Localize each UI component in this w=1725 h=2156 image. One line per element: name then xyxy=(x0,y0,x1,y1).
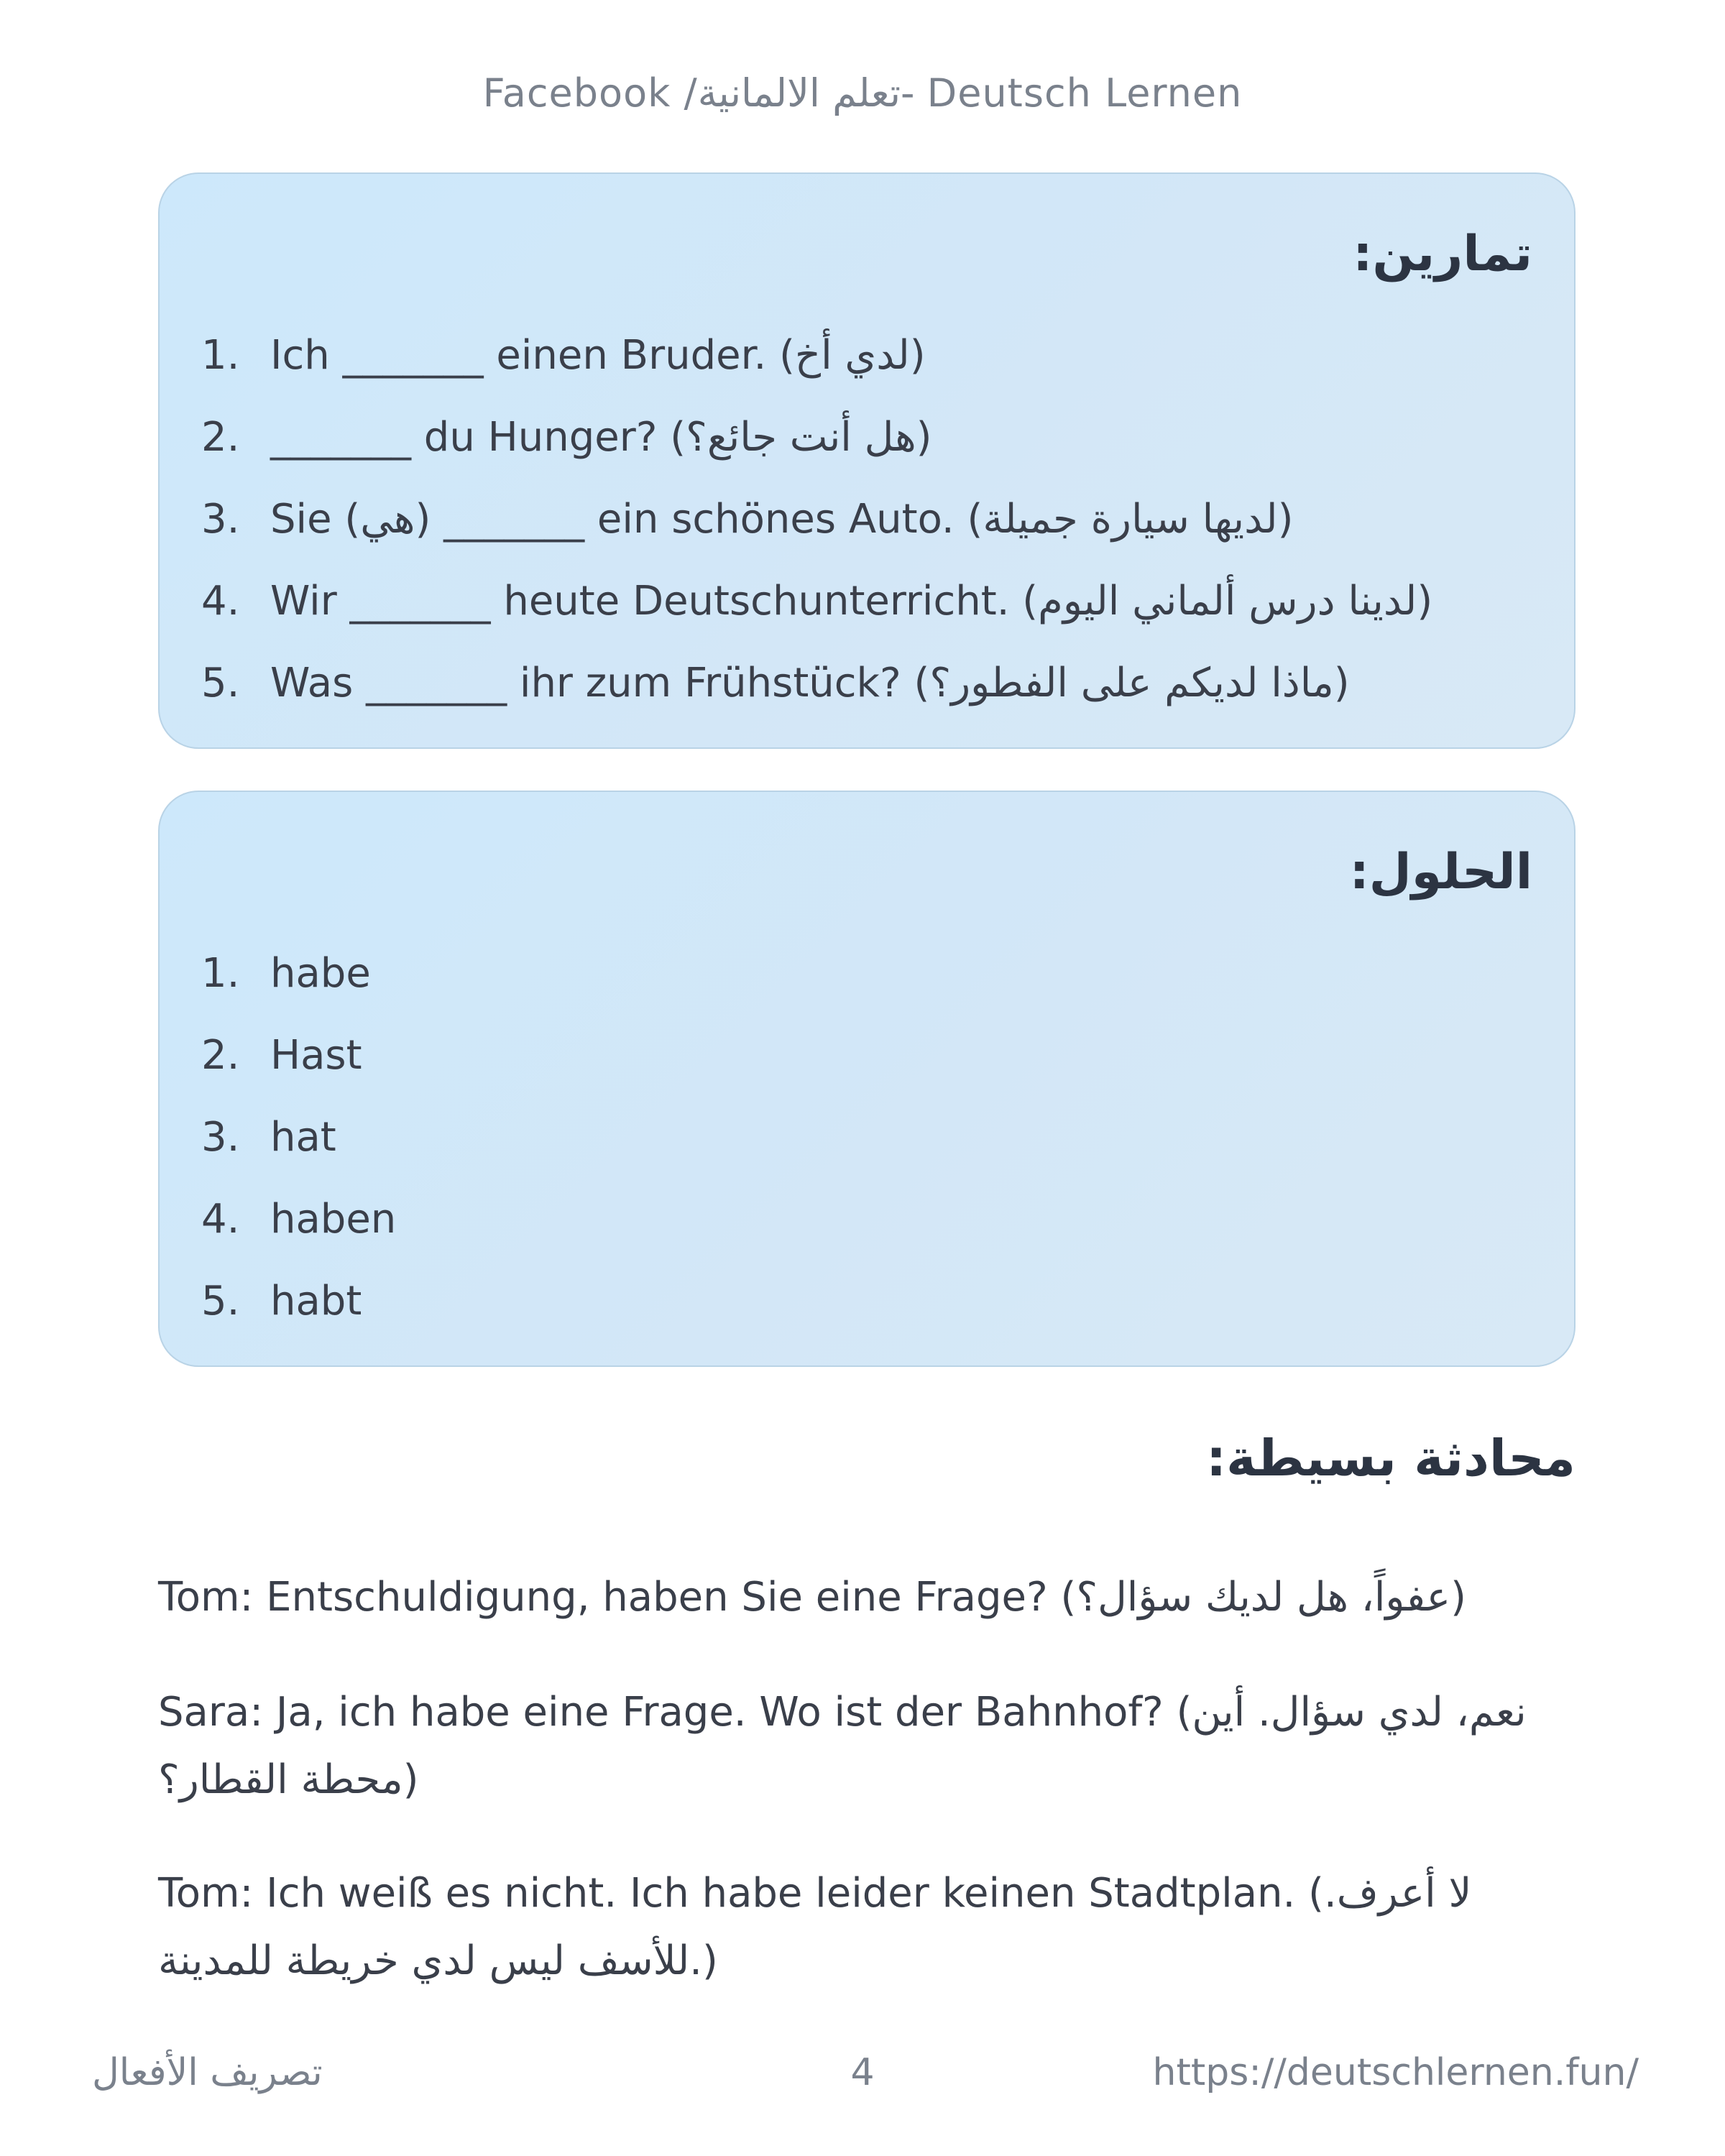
solutions-title: الحلول: xyxy=(1349,844,1532,900)
page-number: 4 xyxy=(850,2051,875,2094)
solution-text: haben xyxy=(270,1196,397,1243)
solution-item xyxy=(201,1097,1532,1179)
solution-number: 5. xyxy=(201,1278,240,1325)
exercise-number: 5. xyxy=(201,660,240,706)
footer-url-link[interactable]: https://deutschlernen.fun/ xyxy=(1152,2051,1639,2094)
exercise-text: Wir _______ heute Deutschunterricht. (لدينا درس ألماني اليوم) xyxy=(270,578,1433,625)
exercises-card xyxy=(158,172,1576,749)
solution-number: 3. xyxy=(201,1114,240,1161)
solution-item xyxy=(201,1261,1532,1342)
solutions-card xyxy=(158,791,1576,1367)
exercises-title: تمارين: xyxy=(1353,226,1532,282)
exercise-number: 2. xyxy=(201,414,240,461)
solution-text: habt xyxy=(270,1278,362,1325)
solution-item xyxy=(201,933,1532,1015)
exercise-text: _______ du Hunger? (هل أنت جائع؟) xyxy=(270,414,932,461)
dialogue-line: Sara: Ja, ich habe eine Frage. Wo ist der Bahnhof? (نعم، لدي سؤال. أين محطة القطار؟) xyxy=(158,1689,1527,1803)
exercise-item xyxy=(201,642,1532,724)
exercise-text: Was _______ ihr zum Frühstück? (ماذا لديكم على الفطور؟) xyxy=(270,660,1350,706)
solution-text: hat xyxy=(270,1114,336,1161)
solution-item xyxy=(201,1179,1532,1261)
exercise-number: 1. xyxy=(201,332,240,379)
dialogue-line: Tom: Ich weiß es nicht. Ich habe leider keinen Stadtplan. (لا أعرف. للأسف ليس لدي خريطة للمدينة.) xyxy=(158,1870,1472,1984)
footer-topic: تصريف الأفعال xyxy=(92,2051,323,2094)
solution-item xyxy=(201,1015,1532,1097)
exercise-text: Ich _______ einen Bruder. (لدي أخ) xyxy=(270,332,926,379)
exercise-item xyxy=(201,397,1532,479)
exercises-list xyxy=(201,315,1532,724)
solution-text: Hast xyxy=(270,1032,362,1079)
solution-number: 4. xyxy=(201,1196,240,1243)
page-header: Facebook /تعلم الالمانية- Deutsch Lernen xyxy=(482,70,1243,116)
solutions-list xyxy=(201,933,1532,1342)
exercise-number: 4. xyxy=(201,578,240,625)
exercise-text: Sie (هي) _______ ein schönes Auto. (لديها سيارة جميلة) xyxy=(270,496,1294,543)
dialogue-line: Tom: Entschuldigung, haben Sie eine Frage? (عفواً، هل لديك سؤال؟) xyxy=(158,1574,1466,1621)
solution-number: 2. xyxy=(201,1032,240,1079)
exercise-item xyxy=(201,315,1532,397)
exercise-item xyxy=(201,561,1532,642)
exercise-item xyxy=(201,479,1532,561)
conversation-title: محادثة بسيطة: xyxy=(1206,1429,1576,1488)
exercise-number: 3. xyxy=(201,496,240,543)
solution-number: 1. xyxy=(201,950,240,997)
solution-text: habe xyxy=(270,950,371,997)
